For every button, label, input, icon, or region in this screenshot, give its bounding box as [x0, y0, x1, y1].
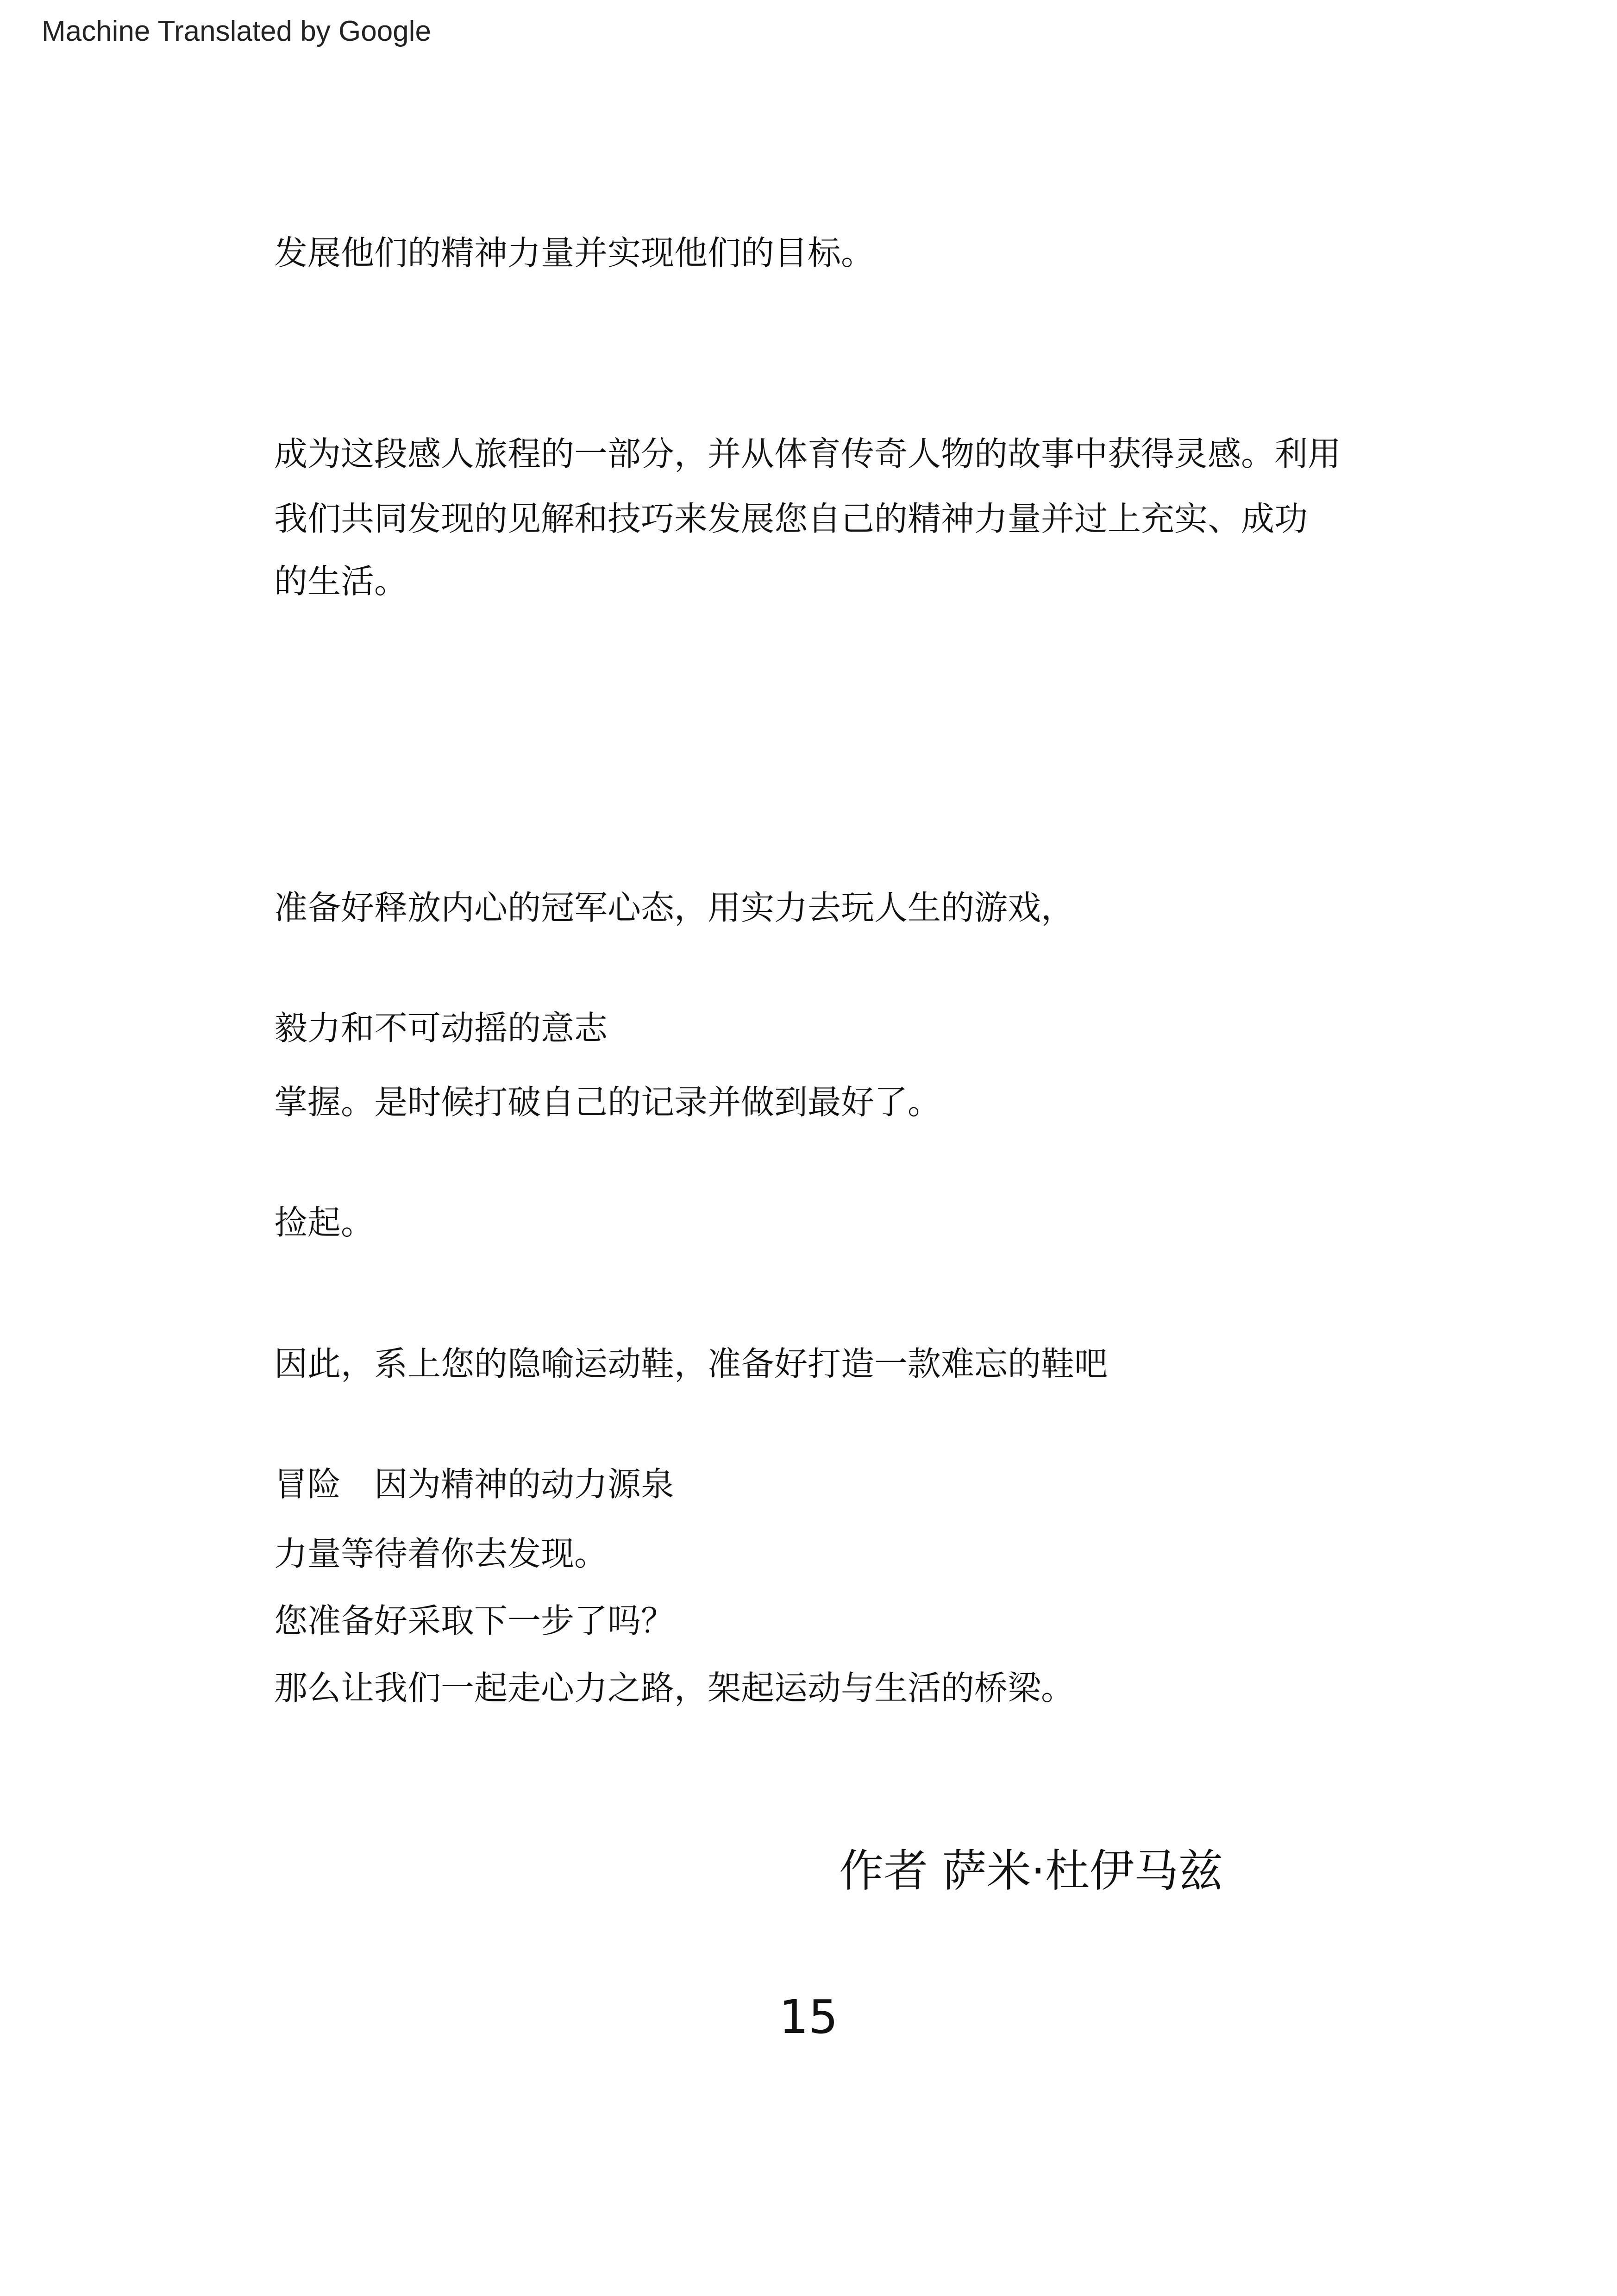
body-line-1: 发展他们的精神力量并实现他们的目标。: [274, 233, 875, 272]
body-line-7: 掌握。是时候打破自己的记录并做到最好了。: [274, 1083, 941, 1122]
body-line-12: 您准备好采取下一步了吗？: [274, 1601, 675, 1640]
body-line-3: 我们共同发现的见解和技巧来发展您自己的精神力量并过上充实、成功: [274, 499, 1308, 538]
body-line-6: 毅力和不可动摇的意志: [274, 1009, 608, 1048]
body-line-4: 的生活。: [274, 562, 408, 601]
body-line-5: 准备好释放内心的冠军心态，用实力去玩人生的游戏，: [274, 888, 1075, 927]
body-line-8: 捡起。: [274, 1203, 375, 1242]
body-line-2: 成为这段感人旅程的一部分，并从体育传奇人物的故事中获得灵感。利用: [274, 434, 1341, 473]
page-number: 15: [779, 1990, 838, 2044]
author-credit: 作者 萨米·杜伊马兹: [839, 1845, 1223, 1897]
body-line-11: 力量等待着你去发现。: [274, 1534, 608, 1573]
body-line-13: 那么让我们一起走心力之路，架起运动与生活的桥梁。: [274, 1669, 1075, 1707]
body-line-10: 冒险 因为精神的动力源泉: [274, 1465, 675, 1504]
machine-translation-banner: Machine Translated by Google: [42, 15, 431, 47]
body-line-9: 因此，系上您的隐喻运动鞋，准备好打造一款难忘的鞋吧: [274, 1344, 1108, 1383]
